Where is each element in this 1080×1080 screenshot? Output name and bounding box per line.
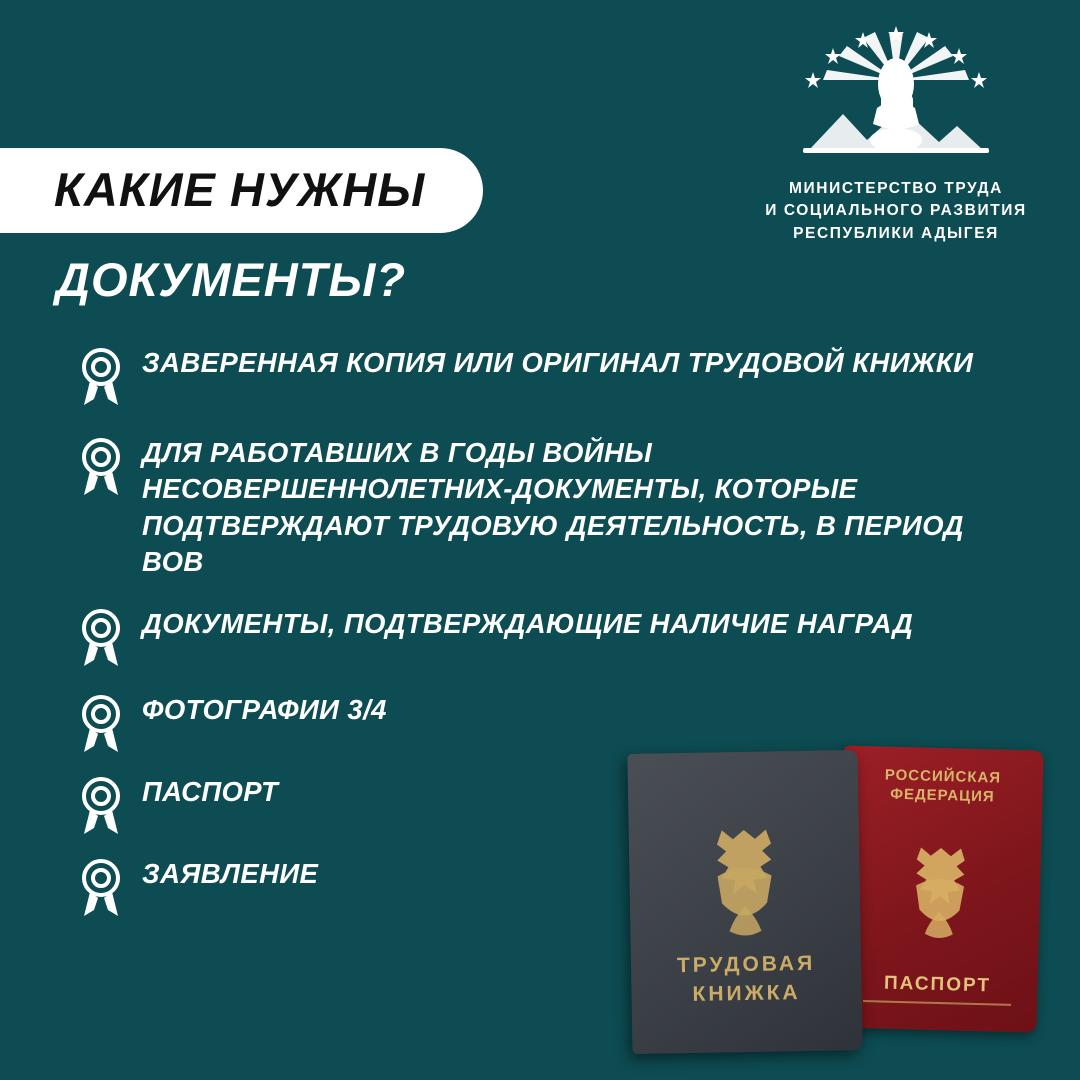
coat-of-arms-adygea-emblem-icon <box>781 22 1011 172</box>
passport-divider <box>863 1000 1011 1006</box>
page-title-highlight <box>0 148 483 233</box>
rosette-award-icon <box>78 437 124 499</box>
list-item <box>78 435 1008 580</box>
ministry-line-1: МИНИСТЕРСТВО ТРУДА <box>789 180 1003 197</box>
list-item <box>78 345 1008 409</box>
ministry-logo-block <box>746 22 1046 245</box>
work-book-document-image <box>627 750 862 1054</box>
passport-header-line-2: ФЕДЕРАЦИЯ <box>889 785 995 806</box>
passport-header <box>842 765 1043 808</box>
list-item-label: ДЛЯ РАБОТАВШИХ В ГОДЫ ВОЙНЫ НЕСОВЕРШЕННОЛЕТНИХ-ДОКУМЕНТЫ, КОТОРЫЕ ПОДТВЕРЖДАЮТ ТРУДОВУЮ ДЕЯТЕЛЬНОСТЬ, В ПЕРИОД ВОВ <box>142 437 964 577</box>
russian-coat-of-arms-icon <box>692 823 798 943</box>
passport-document-image <box>836 745 1043 1032</box>
ministry-name <box>746 178 1046 245</box>
list-item-label: ЗАВЕРЕННАЯ КОПИЯ ИЛИ ОРИГИНАЛ ТРУДОВОЙ КНИЖКИ <box>142 347 974 378</box>
rosette-award-icon <box>78 858 124 920</box>
rosette-award-icon <box>78 694 124 756</box>
ministry-line-3: РЕСПУБЛИКИ АДЫГЕЯ <box>793 224 999 242</box>
rosette-award-icon <box>78 776 124 838</box>
list-item-label: ФОТОГРАФИИ 3/4 <box>142 694 387 726</box>
page-title-line-2: ДОКУМЕНТЫ? <box>56 253 407 306</box>
passport-title: ПАСПОРТ <box>883 972 992 997</box>
list-item <box>78 606 1008 670</box>
list-item-label: ПАСПОРТ <box>142 776 279 808</box>
work-book-title <box>631 949 862 1010</box>
passport-header-line-1: РОССИЙСКАЯ <box>884 766 1002 787</box>
list-item-label: ЗАЯВЛЕНИЕ <box>142 858 319 890</box>
documents-illustration <box>630 722 1050 1052</box>
work-book-title-line-1: ТРУДОВАЯ <box>676 952 816 978</box>
work-book-title-line-2: КНИЖКА <box>692 980 801 1006</box>
rosette-award-icon <box>78 347 124 409</box>
page-title-line-1: КАКИЕ НУЖНЫ <box>54 163 426 216</box>
rosette-award-icon <box>78 608 124 670</box>
list-item-label: ДОКУМЕНТЫ, ПОДТВЕРЖДАЮЩИЕ НАЛИЧИЕ НАГРАД <box>142 608 914 640</box>
russian-coat-of-arms-icon <box>893 839 988 945</box>
ministry-line-2: И СОЦИАЛЬНОГО РАЗВИТИЯ <box>765 202 1027 220</box>
